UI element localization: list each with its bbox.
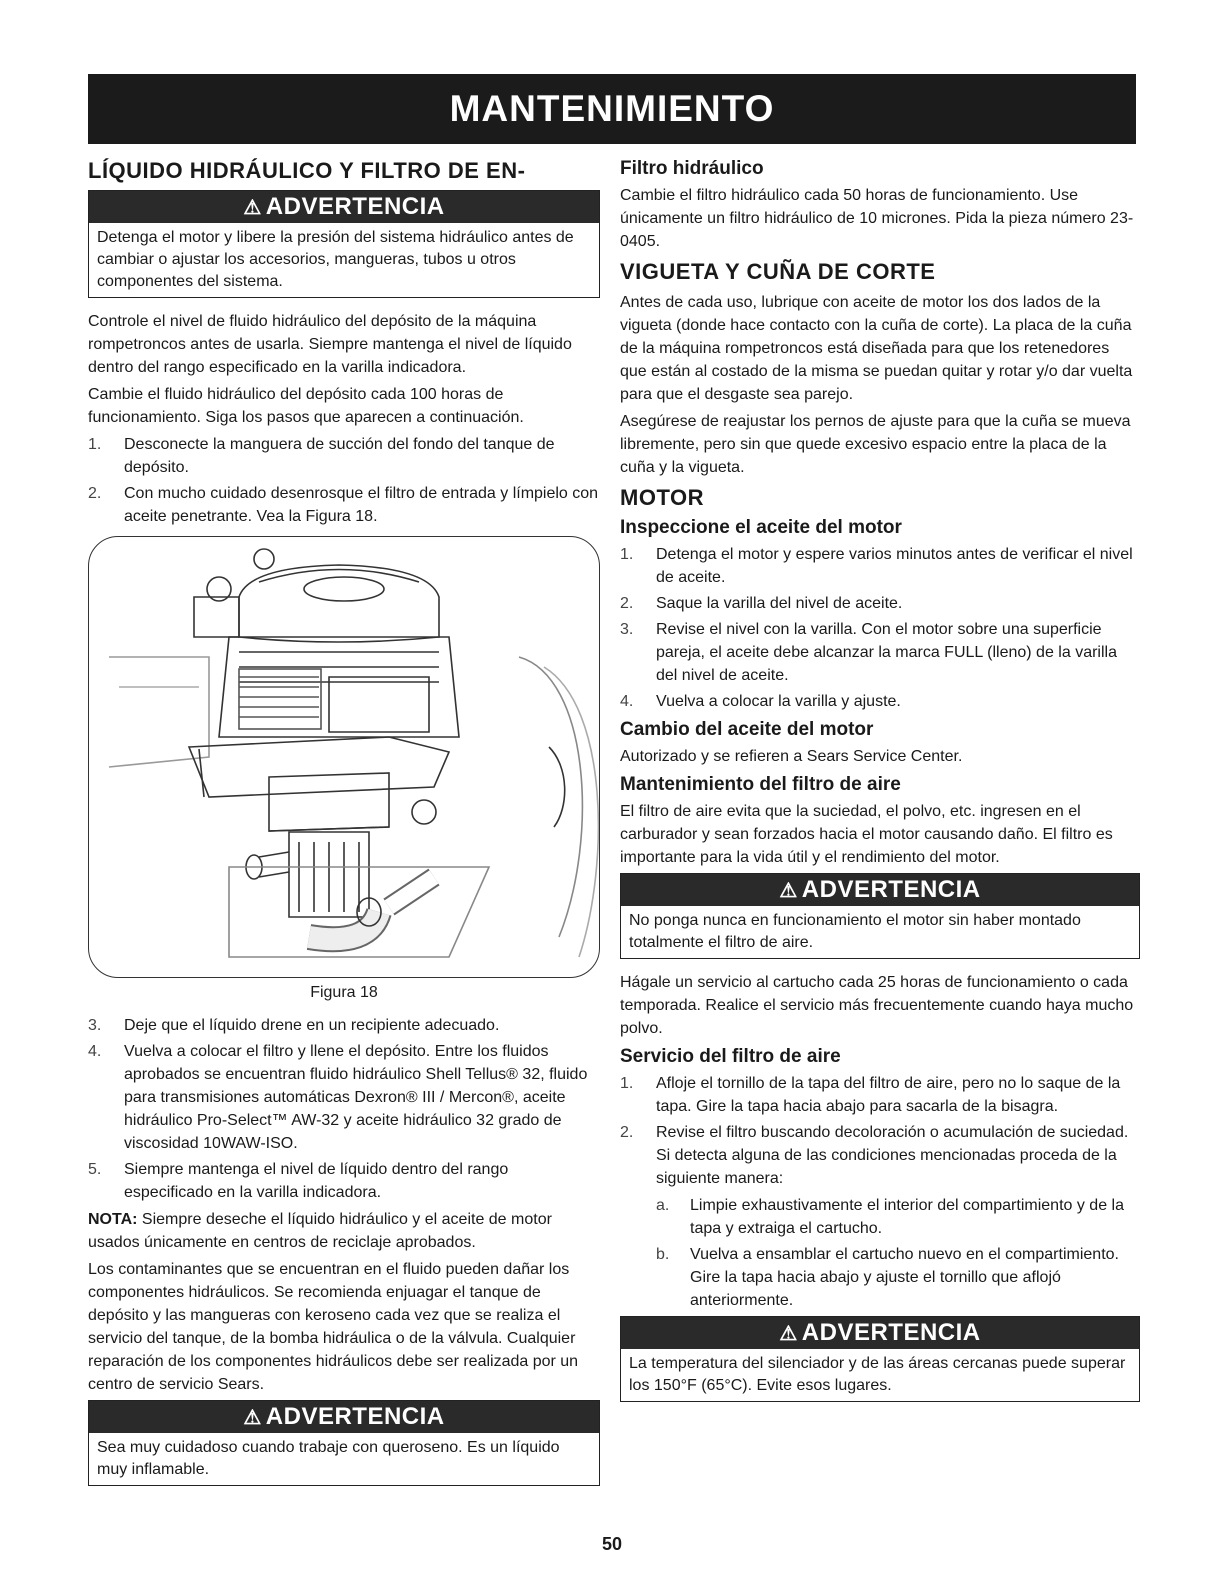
list-item: 2. Revise el filtro buscando decoloración o acumulación de suciedad. Si detecta alguna de las condiciones mencionadas proceda de la siguiente manera: (620, 1124, 1129, 1187)
note-label: NOTA: (88, 1211, 138, 1228)
list-item: 2. Saque la varilla del nivel de aceite. (620, 595, 903, 612)
warning-box-2 (88, 1400, 600, 1486)
warning-icon: ⚠ (779, 880, 798, 902)
paragraph: Hágale un servicio al cartucho cada 25 horas de funcionamiento o cada temporada. Realice el servicio más frecuentemente cuando haya mucho polvo. (620, 974, 1134, 1037)
warning-box-3 (620, 873, 1140, 959)
note-text: Siempre deseche el líquido hidráulico y el aceite de motor usados únicamente en centros de reciclaje aprobados. (88, 1211, 552, 1251)
steps-list-a (88, 433, 600, 528)
service-steps (620, 1072, 1140, 1190)
warning-label: ADVERTENCIA (265, 193, 445, 220)
right-column (620, 158, 1140, 1414)
subheading-hydraulic-filter: Filtro hidráulico (620, 158, 764, 179)
warning-icon: ⚠ (243, 1407, 262, 1429)
paragraph: Antes de cada uso, lubrique con aceite de motor los dos lados de la vigueta (donde hace contacto con la cuña de corte). La placa de la cuña de la máquina rompetroncos está diseñada para que los retenedores que están al costado de la misma se puedan quitar y rotar y/o dar vuelta para que el desgaste sea parejo. (620, 294, 1133, 403)
subheading-air-filter-service: Servicio del filtro de aire (620, 1046, 841, 1067)
list-item: a. Limpie exhaustivamente el interior del compartimiento y de la tapa y extraiga el cartucho. (656, 1197, 1124, 1237)
paragraph: Los contaminantes que se encuentran en el fluido pueden dañar los componentes hidráulicos. Se recomienda enjuagar el tanque de depósito y las mangueras con keroseno cada vez que se realiza el servicio del tanque, de la bomba hidráulica o de la válvula. Cualquier reparación de los componentes hidráulicos debe ser realizada por un centro de servicio Sears. (88, 1261, 579, 1393)
paragraph: Cambie el filtro hidráulico cada 50 horas de funcionamiento. Use únicamente un filtro hidráulico de 10 micrones. Pida la pieza número 23-0405. (620, 187, 1134, 250)
paragraph: Asegúrese de reajustar los pernos de ajuste para que la cuña se mueva libremente, pero sin que quede excesivo espacio entre la placa de la cuña y la vigueta. (620, 413, 1131, 476)
page-header-title: MANTENIMIENTO (449, 88, 775, 129)
subheading-air-filter-maintenance: Mantenimiento del filtro de aire (620, 774, 901, 795)
list-item: 5. Siempre mantenga el nivel de líquido dentro del rango especificado en la varilla indicadora. (88, 1161, 509, 1201)
paragraph: El filtro de aire evita que la suciedad, el polvo, etc. ingresen en el carburador y sean forzados hacia el motor causando daño. El filtro es importante para la vida útil y el rendimiento del motor. (620, 803, 1113, 866)
warning-text: Detenga el motor y libere la presión del sistema hidráulico antes de cambiar o ajustar los accesorios, mangueras, tubos u otros componentes del sistema. (97, 229, 574, 290)
paragraph: Autorizado y se refieren a Sears Service Center. (620, 748, 963, 765)
list-item: 4. Vuelva a colocar el filtro y llene el depósito. Entre los fluidos aprobados se encuentran fluido hidráulico Shell Tellus® 32, fluido para transmisiones automáticas Dexron® III / Mercon®, aceite hidráulico Pro-Select™ AW-32 y aceite hidráulico 32 grado de viscosidad 10WAW-ISO. (88, 1043, 588, 1152)
inspect-steps (620, 543, 1140, 713)
subheading-oil-inspect: Inspeccione el aceite del motor (620, 517, 902, 538)
list-item: 3. Revise el nivel con la varilla. Con el motor sobre una superficie pareja, el aceite debe alcanzar la marca FULL (lleno) de la varilla del nivel de aceite. (620, 621, 1117, 684)
paragraph: Controle el nivel de fluido hidráulico del depósito de la máquina rompetroncos antes de usarla. Siempre mantenga el nivel de líquido dentro del rango especificado en la varilla indicadora. (88, 313, 572, 376)
list-item: b. Vuelva a ensamblar el cartucho nuevo en el compartimiento. Gire la tapa hacia abajo y ajuste el tornillo que aflojó anteriormente. (656, 1246, 1119, 1309)
engine-illustration (89, 537, 600, 977)
warning-box-4 (620, 1316, 1140, 1402)
section-title-hydraulic: LÍQUIDO HIDRÁULICO Y FILTRO DE EN- (88, 158, 526, 183)
list-item: 1. Detenga el motor y espere varios minutos antes de verificar el nivel de aceite. (620, 546, 1133, 586)
warning-label: ADVERTENCIA (801, 876, 981, 903)
warning-box-1 (88, 190, 600, 298)
service-substeps (656, 1194, 1140, 1312)
list-item: 4. Vuelva a colocar la varilla y ajuste. (620, 693, 901, 710)
section-title-motor: MOTOR (620, 485, 704, 510)
page-number: 50 (601, 1534, 623, 1554)
subheading-oil-change: Cambio del aceite del motor (620, 719, 874, 740)
left-column (88, 158, 600, 1498)
steps-list-b (88, 1014, 600, 1204)
figure-caption: Figura 18 (310, 984, 378, 1001)
warning-text: Sea muy cuidadoso cuando trabaje con queroseno. Es un líquido muy inflamable. (97, 1439, 560, 1478)
list-item: 1. Desconecte la manguera de succión del fondo del tanque de depósito. (88, 436, 555, 476)
header-banner (88, 74, 1136, 144)
warning-icon: ⚠ (779, 1323, 798, 1345)
list-item: 1. Afloje el tornillo de la tapa del filtro de aire, pero no lo saque de la tapa. Gire la tapa hacia abajo para sacarla de la bisagra. (620, 1075, 1121, 1115)
paragraph: Cambie el fluido hidráulico del depósito cada 100 horas de funcionamiento. Siga los pasos que aparecen a continuación. (88, 386, 524, 426)
warning-text: No ponga nunca en funcionamiento el motor sin haber montado totalmente el filtro de aire. (629, 912, 1081, 951)
section-title-beam: VIGUETA Y CUÑA DE CORTE (620, 259, 936, 284)
list-item: 2. Con mucho cuidado desenrosque el filtro de entrada y límpielo con aceite penetrante. Vea la Figura 18. (88, 485, 599, 525)
figure-18-illustration (88, 536, 600, 978)
warning-text: La temperatura del silenciador y de las áreas cercanas puede superar los 150°F (65°C). Evite esos lugares. (629, 1355, 1126, 1394)
warning-label: ADVERTENCIA (265, 1403, 445, 1430)
list-item: 3. Deje que el líquido drene en un recipiente adecuado. (88, 1017, 500, 1034)
note-paragraph (88, 1208, 600, 1254)
warning-label: ADVERTENCIA (801, 1319, 981, 1346)
warning-icon: ⚠ (243, 197, 262, 219)
